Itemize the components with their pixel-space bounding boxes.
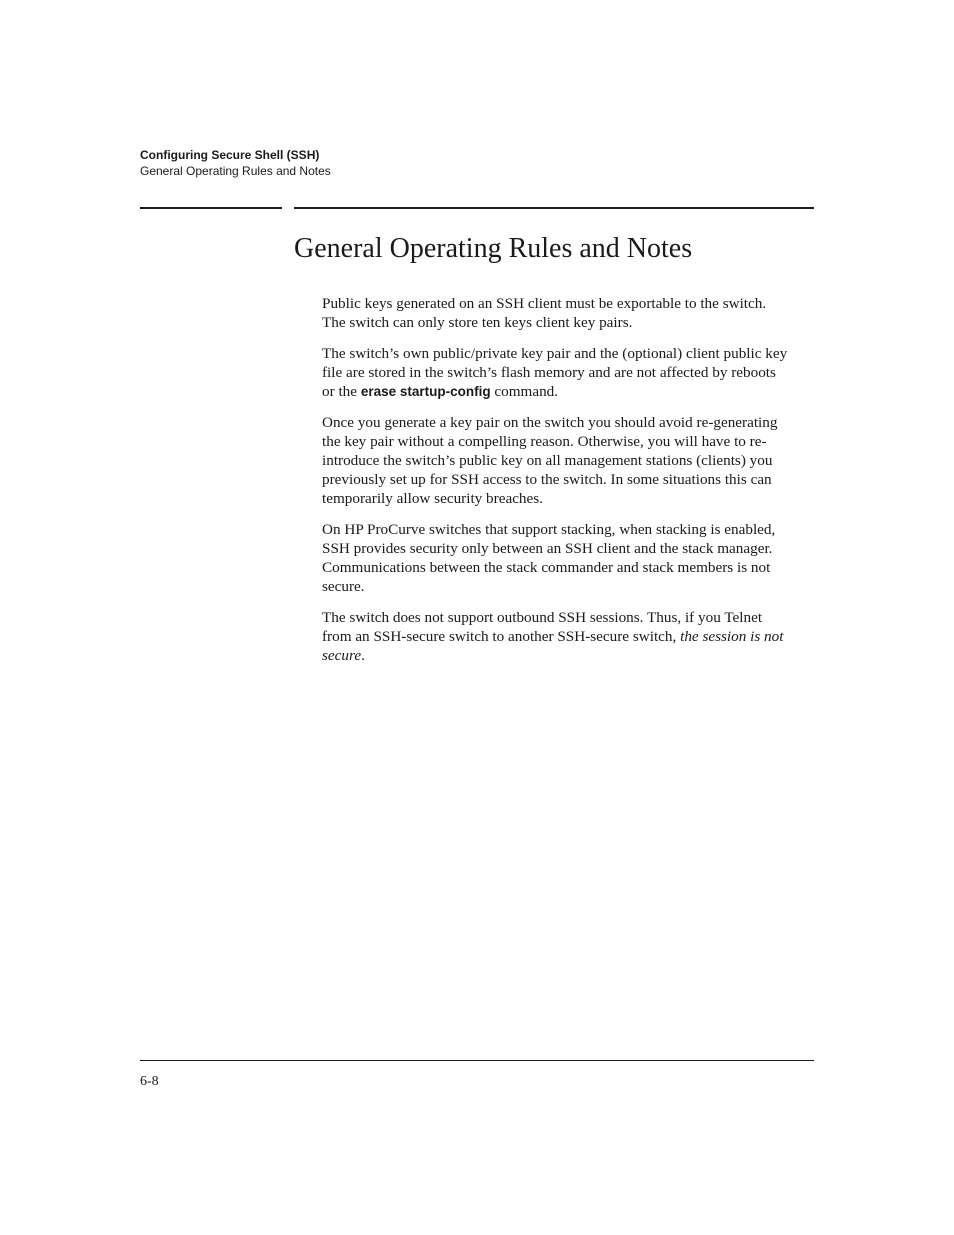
paragraph-key-regeneration: Once you generate a key pair on the switch you should avoid re-generating the key pair without a compelling reason. Otherwise, you will have to re-introduce the switch’s public key on all management stations (clients) you previously set up for SSH access to the switch. In some situations this can temporarily allow security breaches.	[322, 414, 778, 507]
paragraph-outbound-ssh	[322, 608, 788, 665]
paragraph-stacking: On HP ProCurve switches that support stacking, when stacking is enabled, SSH provides security only between an SSH client and the stack manager. Communications between the stack commander and stack members is not secure.	[322, 521, 776, 595]
header-rule-left	[140, 207, 282, 209]
paragraph-key-storage	[322, 344, 788, 401]
paragraph-key-export: Public keys generated on an SSH client must be exportable to the switch. The switch can only store ten keys client key pairs.	[322, 295, 767, 331]
paragraph-text: The switch does not support outbound SSH sessions. Thus, if you Telnet from an SSH-secure switch to another SSH-secure switch,	[322, 609, 763, 645]
paragraph-text: command.	[490, 383, 559, 400]
paragraph-text: .	[361, 647, 365, 664]
command-text: erase startup-config	[360, 384, 491, 399]
chapter-title: Configuring Secure Shell (SSH)	[140, 148, 320, 162]
body-text	[322, 294, 788, 677]
footer-rule	[140, 1060, 814, 1061]
paragraph-text: The switch’s own public/private key pair and the (optional) client public key file are stored in the switch’s flash memory and are not affected by reboots or the	[322, 345, 788, 400]
header-rule-right	[294, 207, 814, 209]
running-header	[140, 147, 331, 179]
page-heading: General Operating Rules and Notes	[294, 233, 693, 264]
section-subtitle: General Operating Rules and Notes	[140, 164, 331, 178]
page-number: 6-8	[140, 1074, 159, 1089]
emphasis-text: the session is not secure	[322, 628, 784, 664]
